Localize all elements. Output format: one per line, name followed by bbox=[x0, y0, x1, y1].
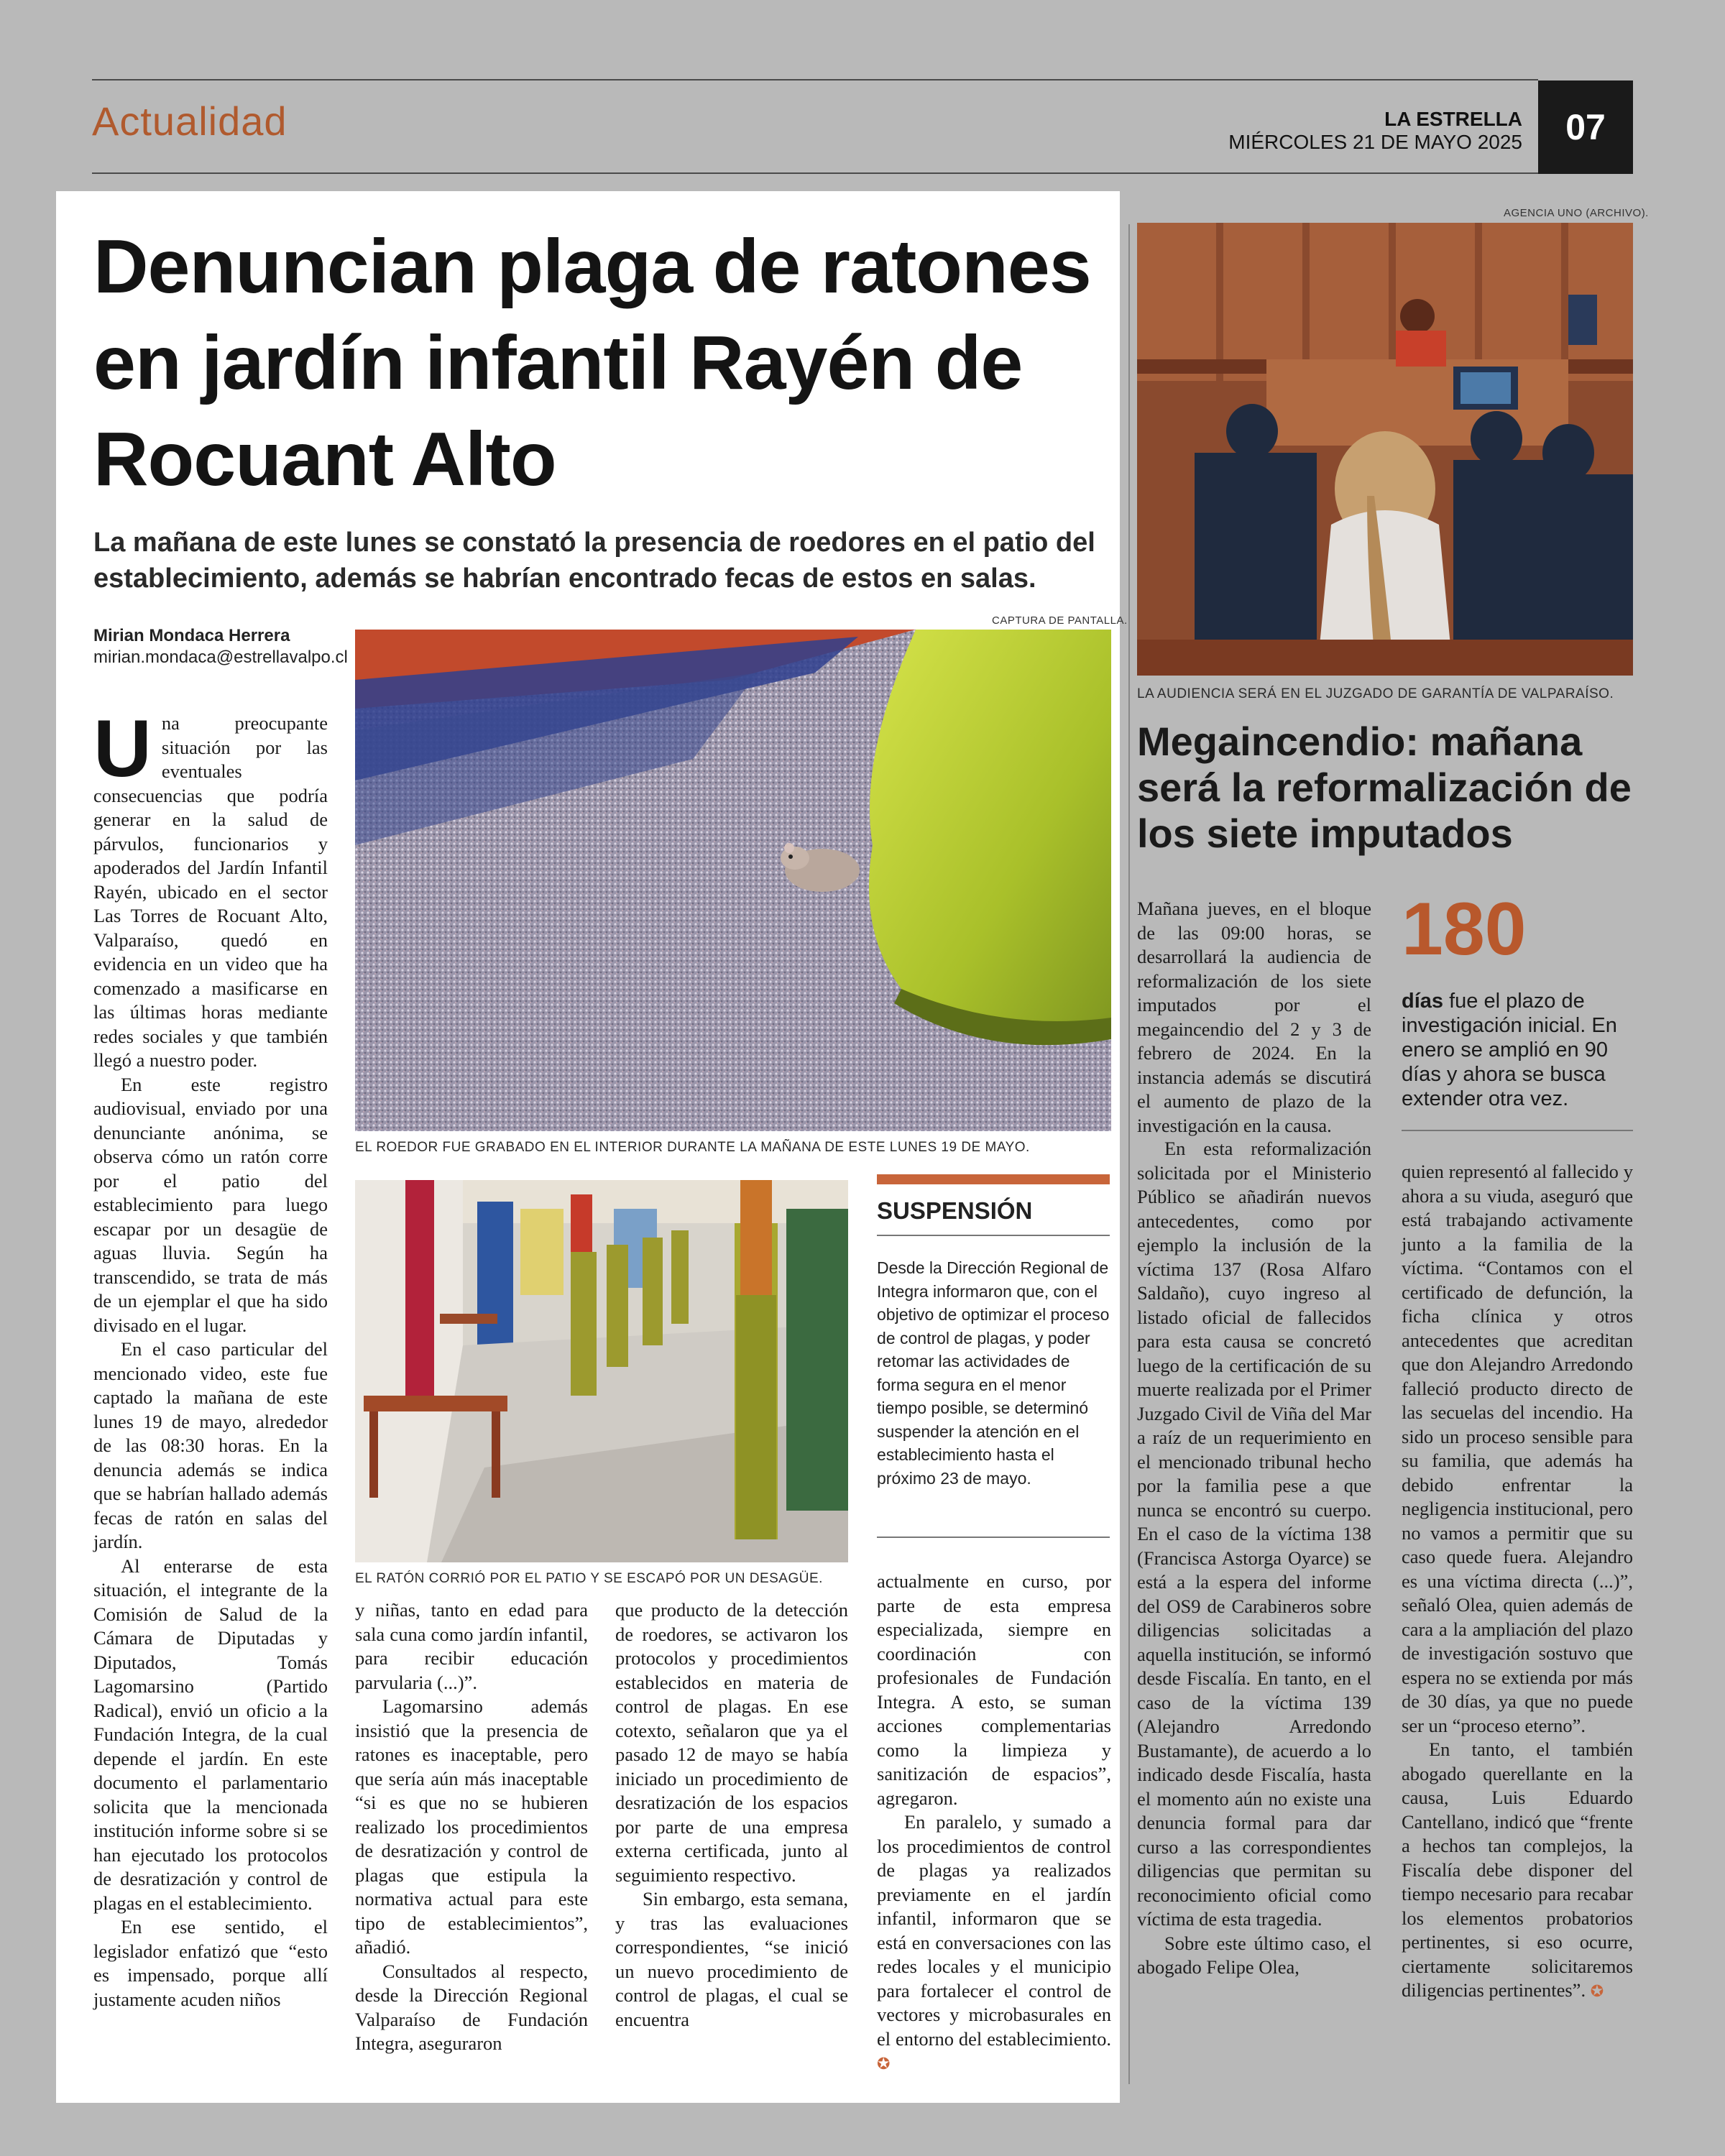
patio-photo-illustration bbox=[355, 1180, 848, 1562]
paragraph: En paralelo, y sumado a los procedimientos de control de plagas ya realizados previamente en el jardín infantil, informaron que se está en conversaciones con las redes locales y el municipio para fortalecer el control de vectores y microbasurales en el entorno del establecimiento. ✪ bbox=[877, 1811, 1111, 2073]
article-column-2 bbox=[355, 1598, 588, 2056]
article-column-1 bbox=[93, 704, 328, 2012]
paragraph: Sobre este último caso, el abogado Felipe Olea, bbox=[1137, 1932, 1371, 1978]
patio-photo bbox=[355, 1180, 848, 1562]
side-column-intro bbox=[1137, 897, 1371, 1138]
paragraph: que producto de la detección de roedores, se activaron los protocolos y procedimientos establecidos en materia de control de plagas. En ese cotexto, señalaron que ya el pasado 12 de mayo se había iniciado un procedimiento de desratización de los espacios por parte de una empresa externa certificada, junto al seguimiento respectivo. bbox=[615, 1599, 848, 1886]
suspension-accent-bar bbox=[877, 1174, 1110, 1184]
paragraph: Mañana jueves, en el bloque de las 09:00 horas, se desarrollará la audiencia de reformalización de los siete imputados por el megaincendio del 2 y 3 de febrero de 2024. En la instancia además se discutirá el aumento de plazo de la investigación en la causa. bbox=[1137, 898, 1371, 1136]
side-column-1 bbox=[1137, 1137, 1371, 1980]
suspension-bottom-divider bbox=[877, 1537, 1110, 1538]
courtroom-photo-caption: LA AUDIENCIA SERÁ EN EL JUZGADO DE GARANTÍA DE VALPARAÍSO. bbox=[1137, 686, 1614, 701]
side-photo-credit: AGENCIA UNO (ARCHIVO). bbox=[1504, 207, 1649, 219]
paragraph: Una preocupante situación por las eventuales consecuencias que podría generar en la salud de párvulos, funcionarios y apoderados del Jardín Infantil Rayén, ubicado en el sector Las Torres de Rocuant Alto, Valparaíso, quedó en evidencia en un video que ha comenzado a masificarse en las últimas horas mediante redes sociales y que también llegó a nuestro poder. bbox=[93, 704, 328, 1071]
article-headline: Denuncian plaga de ratones en jardín infantil Rayén de Rocuant Alto bbox=[93, 224, 1091, 502]
newspaper-masthead bbox=[1228, 108, 1522, 154]
article-column-3 bbox=[615, 1598, 848, 2032]
paragraph: y niñas, tanto en edad para sala cuna como jardín infantil, para recibir educación parvularia (...)”. bbox=[355, 1599, 588, 1693]
paragraph: actualmente en curso, por parte de esta empresa especializada, siempre en coordinación con profesionales de Fundación Integra. A esto, se suman acciones complementarias como la limpieza y sanitización de espacios”, agregaron. bbox=[877, 1570, 1111, 1809]
side-divider bbox=[1128, 224, 1130, 2084]
big-number-note: días fue el plazo de investigación inicial. En enero se amplió en 90 días y ahora se busca extender otra vez. bbox=[1402, 990, 1617, 1110]
header-top-rule bbox=[92, 79, 1538, 80]
page-number: 07 bbox=[1538, 80, 1633, 174]
drop-cap: U bbox=[93, 704, 152, 793]
paragraph: Consultados al respecto, desde la Dirección Regional Valparaíso de Fundación Integra, aseguraron bbox=[355, 1960, 588, 2054]
courtroom-photo bbox=[1137, 223, 1633, 676]
end-mark-icon: ✪ bbox=[1590, 1983, 1604, 2001]
article-column-4 bbox=[877, 1570, 1111, 2077]
article-lead: La mañana de este lunes se constató la presencia de roedores en el patio del establecimiento, además se habrían encontrado fecas de estos en salas. bbox=[93, 528, 1095, 594]
paragraph: En tanto, el también abogado querellante en la causa, Luis Eduardo Cantellano, indicó que “frente a hechos tan complejos, la Fiscalía debe disponer del tiempo necesario para recabar los elementos probatorios pertinentes, si eso ocurre, ciertamente solicitaremos diligencias pertinentes”. ✪ bbox=[1402, 1738, 1633, 2001]
paragraph: Al enterarse de esta situación, el integrante de la Comisión de Salud de la Cámara de Diputadas y Diputados, Tomás Lagomarsino (Partido Radical), envió un oficio a la Fundación Integra, de la cual depende el jardín. En este documento el parlamentario solicita que la mencionada institución informe sobre si se han ejecutado los protocolos de desratización y control de plagas en el establecimiento. bbox=[93, 1554, 328, 1914]
paragraph: En el caso particular del mencionado video, este fue captado la mañana de este lunes 19 de mayo, alrededor de las 08:30 horas. En la denuncia además se indica que se habrían hallado además fecas de ratón en salas del jardín. bbox=[93, 1338, 328, 1552]
big-number-divider bbox=[1402, 1130, 1633, 1131]
side-headline: Megaincendio: mañana será la reformalización de los siete imputados bbox=[1137, 719, 1632, 856]
paragraph: En ese sentido, el legislador enfatizó que “esto es impensado, porque allí justamente acuden niños bbox=[93, 1916, 328, 2010]
suspension-divider bbox=[877, 1235, 1110, 1236]
suspension-text: Desde la Dirección Regional de Integra informaron que, con el objetivo de optimizar el proceso de control de plagas, y poder retomar las actividades de forma segura en el menor tiempo posible, se determinó suspender la atención en el establecimiento hasta el próximo 23 de mayo. bbox=[877, 1258, 1110, 1488]
header-bottom-rule bbox=[92, 172, 1538, 174]
author-name: Mirian Mondaca Herrera bbox=[93, 626, 290, 645]
mouse-photo bbox=[355, 630, 1111, 1131]
end-mark-icon: ✪ bbox=[877, 2055, 891, 2073]
mouse-photo-caption: EL ROEDOR FUE GRABADO EN EL INTERIOR DURANTE LA MAÑANA DE ESTE LUNES 19 DE MAYO. bbox=[355, 1140, 1030, 1155]
byline bbox=[93, 625, 348, 668]
patio-photo-caption: EL RATÓN CORRIÓ POR EL PATIO Y SE ESCAPÓ POR UN DESAGÜE. bbox=[355, 1571, 823, 1586]
big-number: 180 bbox=[1402, 888, 1527, 971]
paragraph: En esta reformalización solicitada por el Ministerio Público se añadirán nuevos antecedentes, como por ejemplo la inclusión de la víctima 137 (Rosa Alfaro Saldaño), cuyo ingreso al listado oficial de fallecidos para esta causa se concretó luego de la certificación de su muerte realizada por el Primer Juzgado Civil de Viña del Mar a raíz de un requerimiento en el mencionado tribunal hecho por la familia pese a que nunca se encontró su cuerpo. En el caso de la víctima 138 (Francisca Astorga Oyarce) se está a la espera del informe del OS9 de Carabineros sobre diligencias solicitadas a aquella institución, se informó desde Fiscalía. En tanto, en el caso de la víctima 139 (Alejandro Arredondo Bustamante), de acuerdo a lo indicado desde Fiscalía, hasta el momento aún no existe una denuncia formal para dar curso a las correspondientes diligencias que permitan su reconocimiento oficial como víctima de esta tragedia. bbox=[1137, 1138, 1371, 1930]
newspaper-name: LA ESTRELLA bbox=[1384, 108, 1522, 130]
paragraph: En este registro audiovisual, enviado por una denunciante anónima, se observa cómo un ratón corre por el patio del establecimiento para luego escapar por un desagüe de aguas lluvia. Según ha transcendido, se trata de más de un ejemplar el que ha sido divisado en el lugar. bbox=[93, 1073, 328, 1336]
mouse-photo-illustration bbox=[355, 630, 1111, 1131]
photo-credit: CAPTURA DE PANTALLA. bbox=[992, 614, 1128, 627]
section-label: Actualidad bbox=[92, 98, 288, 144]
side-column-2 bbox=[1402, 1160, 1633, 2004]
issue-date: MIÉRCOLES 21 DE MAYO 2025 bbox=[1228, 131, 1522, 153]
courtroom-photo-illustration bbox=[1137, 223, 1633, 676]
paragraph: quien representó al fallecido y ahora a su viuda, aseguró que está trabajando activamente junto a la familia de la víctima. “Contamos con el certificado de defunción, la ficha clínica y otros antecedentes que acreditan que don Alejandro Arredondo falleció producto directo de las secuelas del incendio. Ha sido un proceso sensible para su familia, que además ha debido enfrentar la negligencia institucional, pero no vamos a permitir que su caso quede fuera. Alejandro es una víctima directa (...)”, señaló Olea, quien además de cara a la ampliación del plazo de investigación sostuvo que espera no se extienda por más de 30 días, ya que no puede ser un “proceso eterno”. bbox=[1402, 1161, 1633, 1736]
author-email: mirian.mondaca@estrellavalpo.cl bbox=[93, 648, 348, 667]
paragraph: Lagomarsino además insistió que la presencia de ratones es inaceptable, pero que sería aún más inaceptable “si es que no se hubieren realizado los procedimientos de desratización y control de plagas que estipula la normativa actual para este tipo de establecimientos”, añadió. bbox=[355, 1695, 588, 1958]
paragraph: Sin embargo, esta semana, y tras las evaluaciones correspondientes, “se inició un nuevo procedimiento de control de plagas, el cual se encuentra bbox=[615, 1888, 848, 2030]
suspension-title: SUSPENSIÓN bbox=[877, 1197, 1033, 1224]
